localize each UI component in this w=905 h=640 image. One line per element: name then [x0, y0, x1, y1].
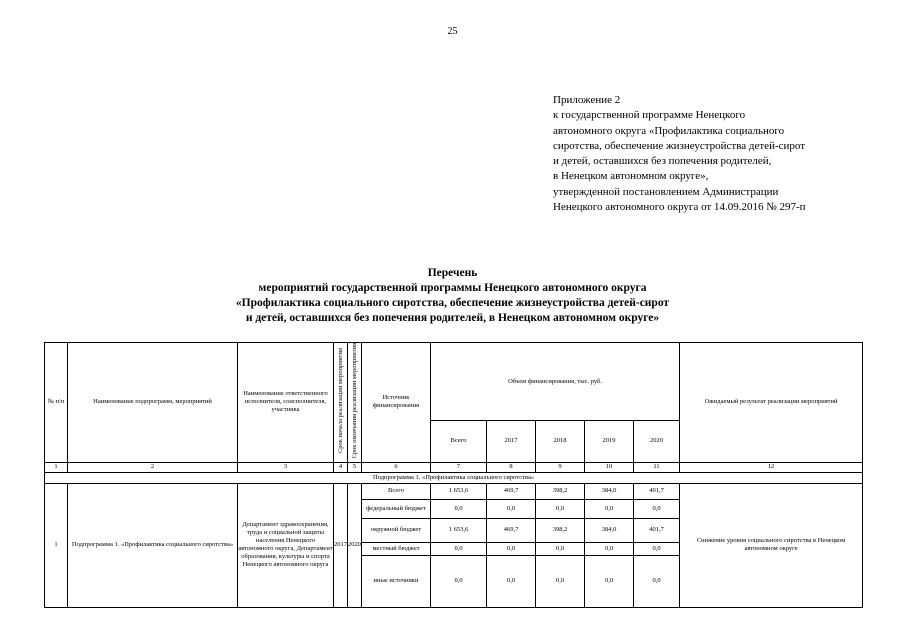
header-end — [348, 343, 362, 463]
source-label: Всего — [362, 483, 431, 499]
value-cell: 384,0 — [585, 518, 634, 542]
header-result: Ожидаемый результат реализации мероприятий — [680, 343, 863, 463]
value-cell: 1 653,6 — [431, 518, 487, 542]
value-cell: 0,0 — [585, 542, 634, 555]
value-cell: 401,7 — [634, 483, 680, 499]
page-number: 25 — [447, 26, 458, 37]
value-cell: 0,0 — [634, 499, 680, 518]
col-number: 11 — [634, 462, 680, 472]
row-name: Подпрограмма 1. «Профилактика социального сиротства» — [68, 483, 238, 607]
header-end-text: Срок окончания реализации мероприятия — [351, 343, 358, 459]
col-number: 7 — [431, 462, 487, 472]
col-number: 12 — [680, 462, 863, 472]
source-label: федеральный бюджет — [362, 499, 431, 518]
col-number: 2 — [68, 462, 238, 472]
value-cell: 0,0 — [585, 499, 634, 518]
title-line: Перечень — [427, 267, 478, 279]
measures-table — [44, 342, 863, 608]
appendix-line: Ненецкого автономного округа от 14.09.2016 № 297-п — [553, 201, 806, 214]
col-number: 3 — [238, 462, 334, 472]
value-cell: 0,0 — [585, 555, 634, 607]
source-label: окружной бюджет — [362, 518, 431, 542]
subprogram-title: Подпрограмма 1. «Профилактика социального сиротства» — [45, 472, 863, 483]
value-cell: 0,0 — [634, 542, 680, 555]
col-number: 8 — [487, 462, 536, 472]
value-cell: 0,0 — [431, 542, 487, 555]
value-cell: 0,0 — [487, 499, 536, 518]
col-number: 6 — [362, 462, 431, 472]
value-cell: 469,7 — [487, 518, 536, 542]
col-number: 10 — [585, 462, 634, 472]
header-source: Источник финансирования — [362, 343, 431, 463]
header-2019: 2019 — [585, 421, 634, 463]
appendix-line: сиротства, обеспечение жизнеустройства детей-сирот — [553, 139, 806, 152]
value-cell: 0,0 — [431, 499, 487, 518]
col-number: 1 — [45, 462, 68, 472]
appendix-line: утвержденной постановлением Администрации — [553, 185, 779, 198]
title-line: и детей, оставшихся без попечения родителей, в Ненецком автономном округе» — [245, 312, 660, 324]
value-cell: 398,2 — [536, 518, 585, 542]
header-volume: Объем финансирования, тыс. руб. — [431, 343, 680, 421]
value-cell: 401,7 — [634, 518, 680, 542]
value-cell: 384,0 — [585, 483, 634, 499]
value-cell: 0,0 — [487, 542, 536, 555]
appendix-block — [553, 93, 898, 215]
appendix-line: к государственной программе Ненецкого — [553, 109, 746, 122]
header-total: Всего — [431, 421, 487, 463]
appendix-line: в Ненецком автономном округе», — [553, 170, 709, 183]
title-line: мероприятий государственной программы Ненецкого автономного округа — [258, 282, 647, 294]
header-name: Наименование подпрограмм, мероприятий — [68, 343, 238, 463]
source-label: местный бюджет — [362, 542, 431, 555]
title-line: «Профилактика социального сиротства, обеспечение жизнеустройства детей-сирот — [235, 297, 670, 309]
row-result: Снижение уровня социального сиротства в Ненецком автономном округе — [680, 483, 863, 607]
row-num: 1 — [45, 483, 68, 607]
col-number: 5 — [348, 462, 362, 472]
header-start — [334, 343, 348, 463]
header-executor: Наименование ответственного исполнителя, соисполнителя, участника — [238, 343, 334, 463]
value-cell: 0,0 — [536, 555, 585, 607]
source-label: иные источники — [362, 555, 431, 607]
appendix-line: автономного округа «Профилактика социального — [553, 124, 785, 137]
value-cell: 1 653,6 — [431, 483, 487, 499]
header-start-text: Срок начала реализации мероприятия — [337, 348, 344, 454]
row-start: 2017 — [334, 483, 348, 607]
row-end: 2020 — [348, 483, 362, 607]
col-number: 4 — [334, 462, 348, 472]
header-2018: 2018 — [536, 421, 585, 463]
row-executor: Департамент здравоохранения, труда и социальной защиты населения Ненецкого автономного округа, Департамент образования, культуры и спорта Ненецкого автономного округа — [238, 483, 334, 607]
document-title — [0, 266, 905, 326]
appendix-line: Приложение 2 — [553, 94, 621, 106]
col-number: 9 — [536, 462, 585, 472]
value-cell: 469,7 — [487, 483, 536, 499]
appendix-line: и детей, оставшихся без попечения родителей, — [553, 155, 772, 168]
value-cell: 398,2 — [536, 483, 585, 499]
value-cell: 0,0 — [487, 555, 536, 607]
value-cell: 0,0 — [431, 555, 487, 607]
header-num: № п/п — [45, 343, 68, 463]
header-2020: 2020 — [634, 421, 680, 463]
value-cell: 0,0 — [536, 542, 585, 555]
value-cell: 0,0 — [634, 555, 680, 607]
header-2017: 2017 — [487, 421, 536, 463]
value-cell: 0,0 — [536, 499, 585, 518]
